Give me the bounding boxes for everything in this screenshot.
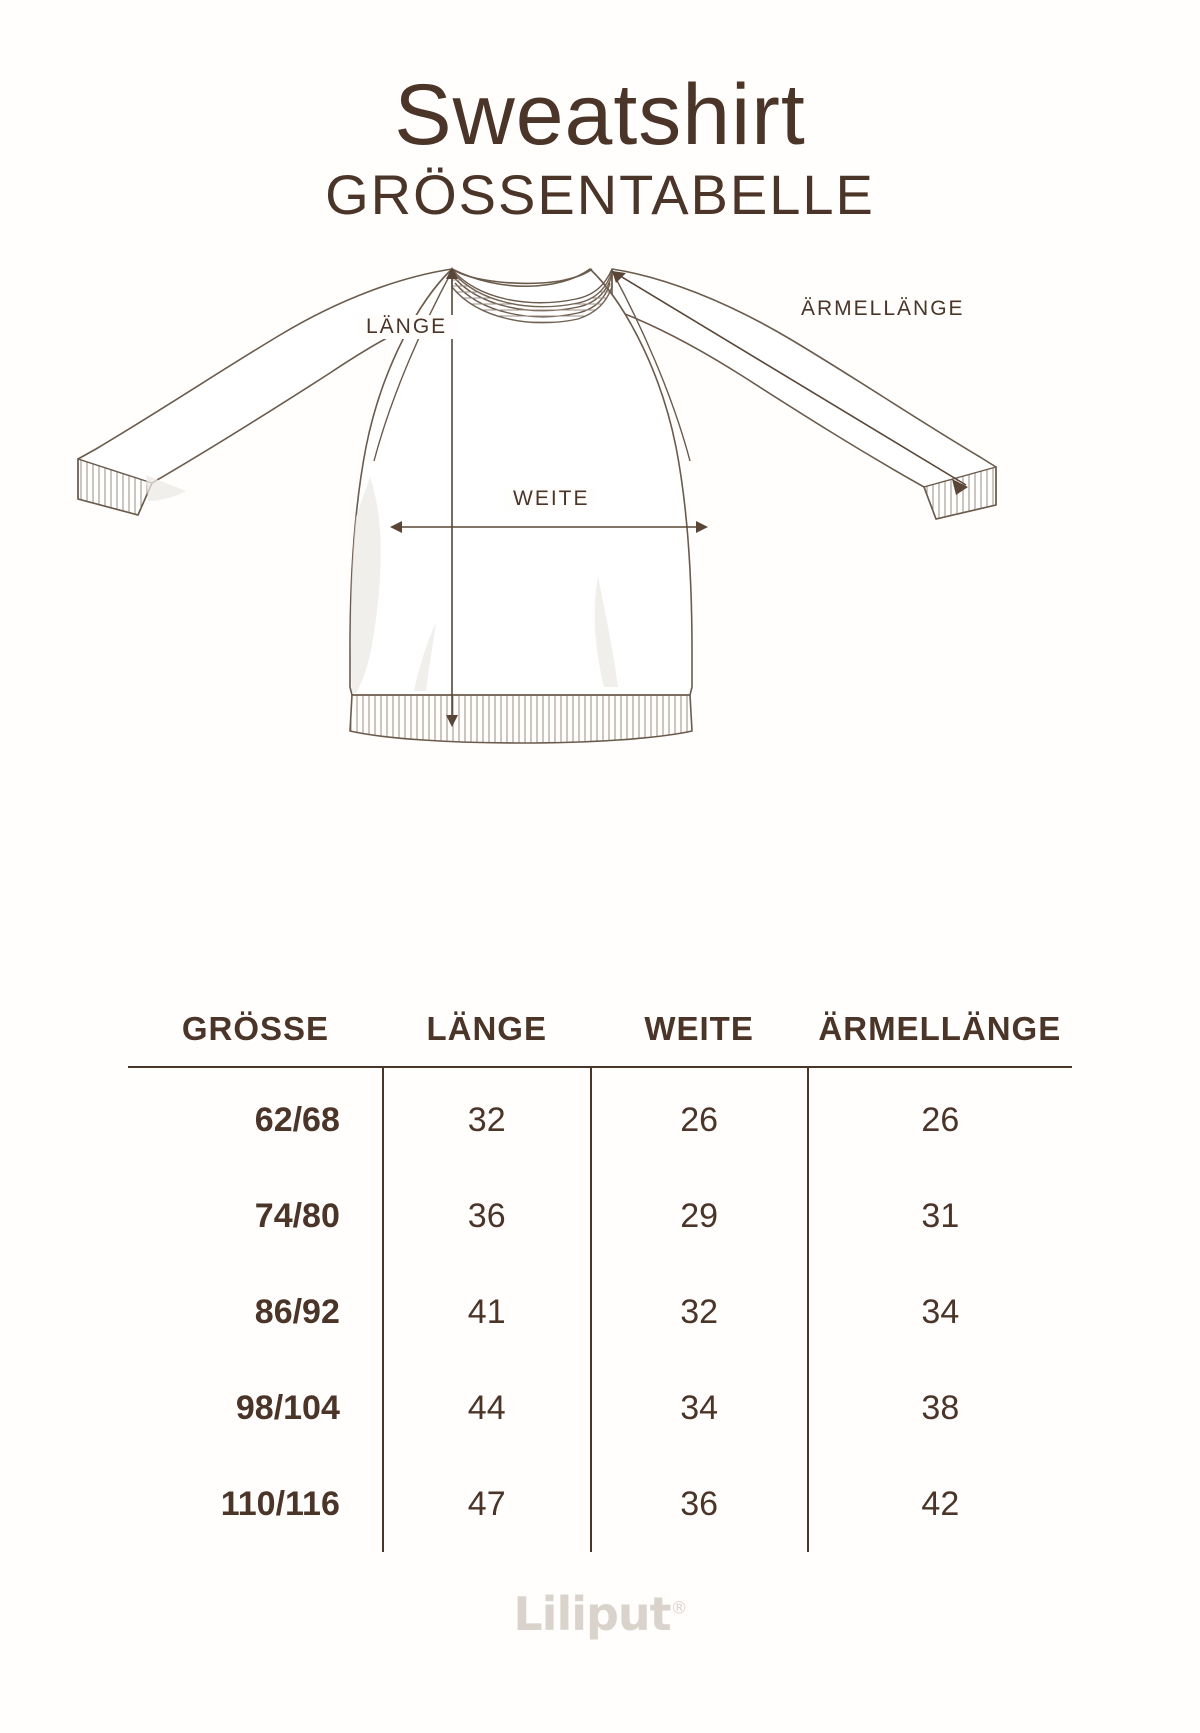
cell-length: 32 (383, 1067, 591, 1168)
cell-width: 34 (591, 1360, 808, 1456)
garment-illustration (0, 247, 1200, 867)
size-table-wrapper (128, 1010, 1072, 1552)
cell-length: 36 (383, 1168, 591, 1264)
brand-logo (513, 1587, 686, 1641)
table-row (128, 1360, 1072, 1456)
cell-size: 110/116 (128, 1456, 383, 1552)
table-row (128, 1168, 1072, 1264)
cell-width: 36 (591, 1456, 808, 1552)
size-table-head (128, 1010, 1072, 1067)
cell-length: 44 (383, 1360, 591, 1456)
table-row (128, 1264, 1072, 1360)
cell-size: 62/68 (128, 1067, 383, 1168)
cell-sleeve: 31 (921, 1196, 960, 1235)
table-row (128, 1067, 1072, 1168)
column-header-laenge: LÄNGE (426, 1010, 547, 1047)
table-header-row (128, 1010, 1072, 1067)
page-subtitle: GRÖSSENTABELLE (325, 163, 875, 227)
table-row (128, 1456, 1072, 1552)
cell-sleeve: 26 (921, 1100, 960, 1139)
cell-sleeve: 38 (921, 1388, 960, 1427)
column-header-groesse: GRÖSSE (181, 1010, 330, 1047)
size-table-body (128, 1067, 1072, 1552)
cell-width: 29 (591, 1168, 808, 1264)
page-header (0, 0, 1200, 225)
trademark-symbol: ® (670, 1598, 687, 1619)
cell-width: 26 (591, 1067, 808, 1168)
cell-size: 86/92 (128, 1264, 383, 1360)
size-table (128, 1010, 1072, 1552)
cell-size: 98/104 (128, 1360, 383, 1456)
cell-size: 74/80 (128, 1168, 383, 1264)
label-aermellaenge: ÄRMELLÄNGE (793, 297, 973, 321)
cell-length: 47 (383, 1456, 591, 1552)
page-title: Sweatshirt (394, 67, 806, 163)
cell-length: 41 (383, 1264, 591, 1360)
page-footer (0, 1587, 1200, 1641)
sweatshirt-drawing (0, 247, 1200, 867)
column-header-weite: WEITE (644, 1010, 754, 1047)
cell-width: 32 (591, 1264, 808, 1360)
cell-sleeve: 34 (921, 1292, 960, 1331)
label-weite: WEITE (505, 487, 598, 511)
column-header-aermellaenge: ÄRMELLÄNGE (818, 1010, 1062, 1047)
label-laenge: LÄNGE (358, 315, 455, 339)
cell-sleeve: 42 (921, 1484, 960, 1523)
brand-logo-text: Liliput (513, 1587, 671, 1641)
